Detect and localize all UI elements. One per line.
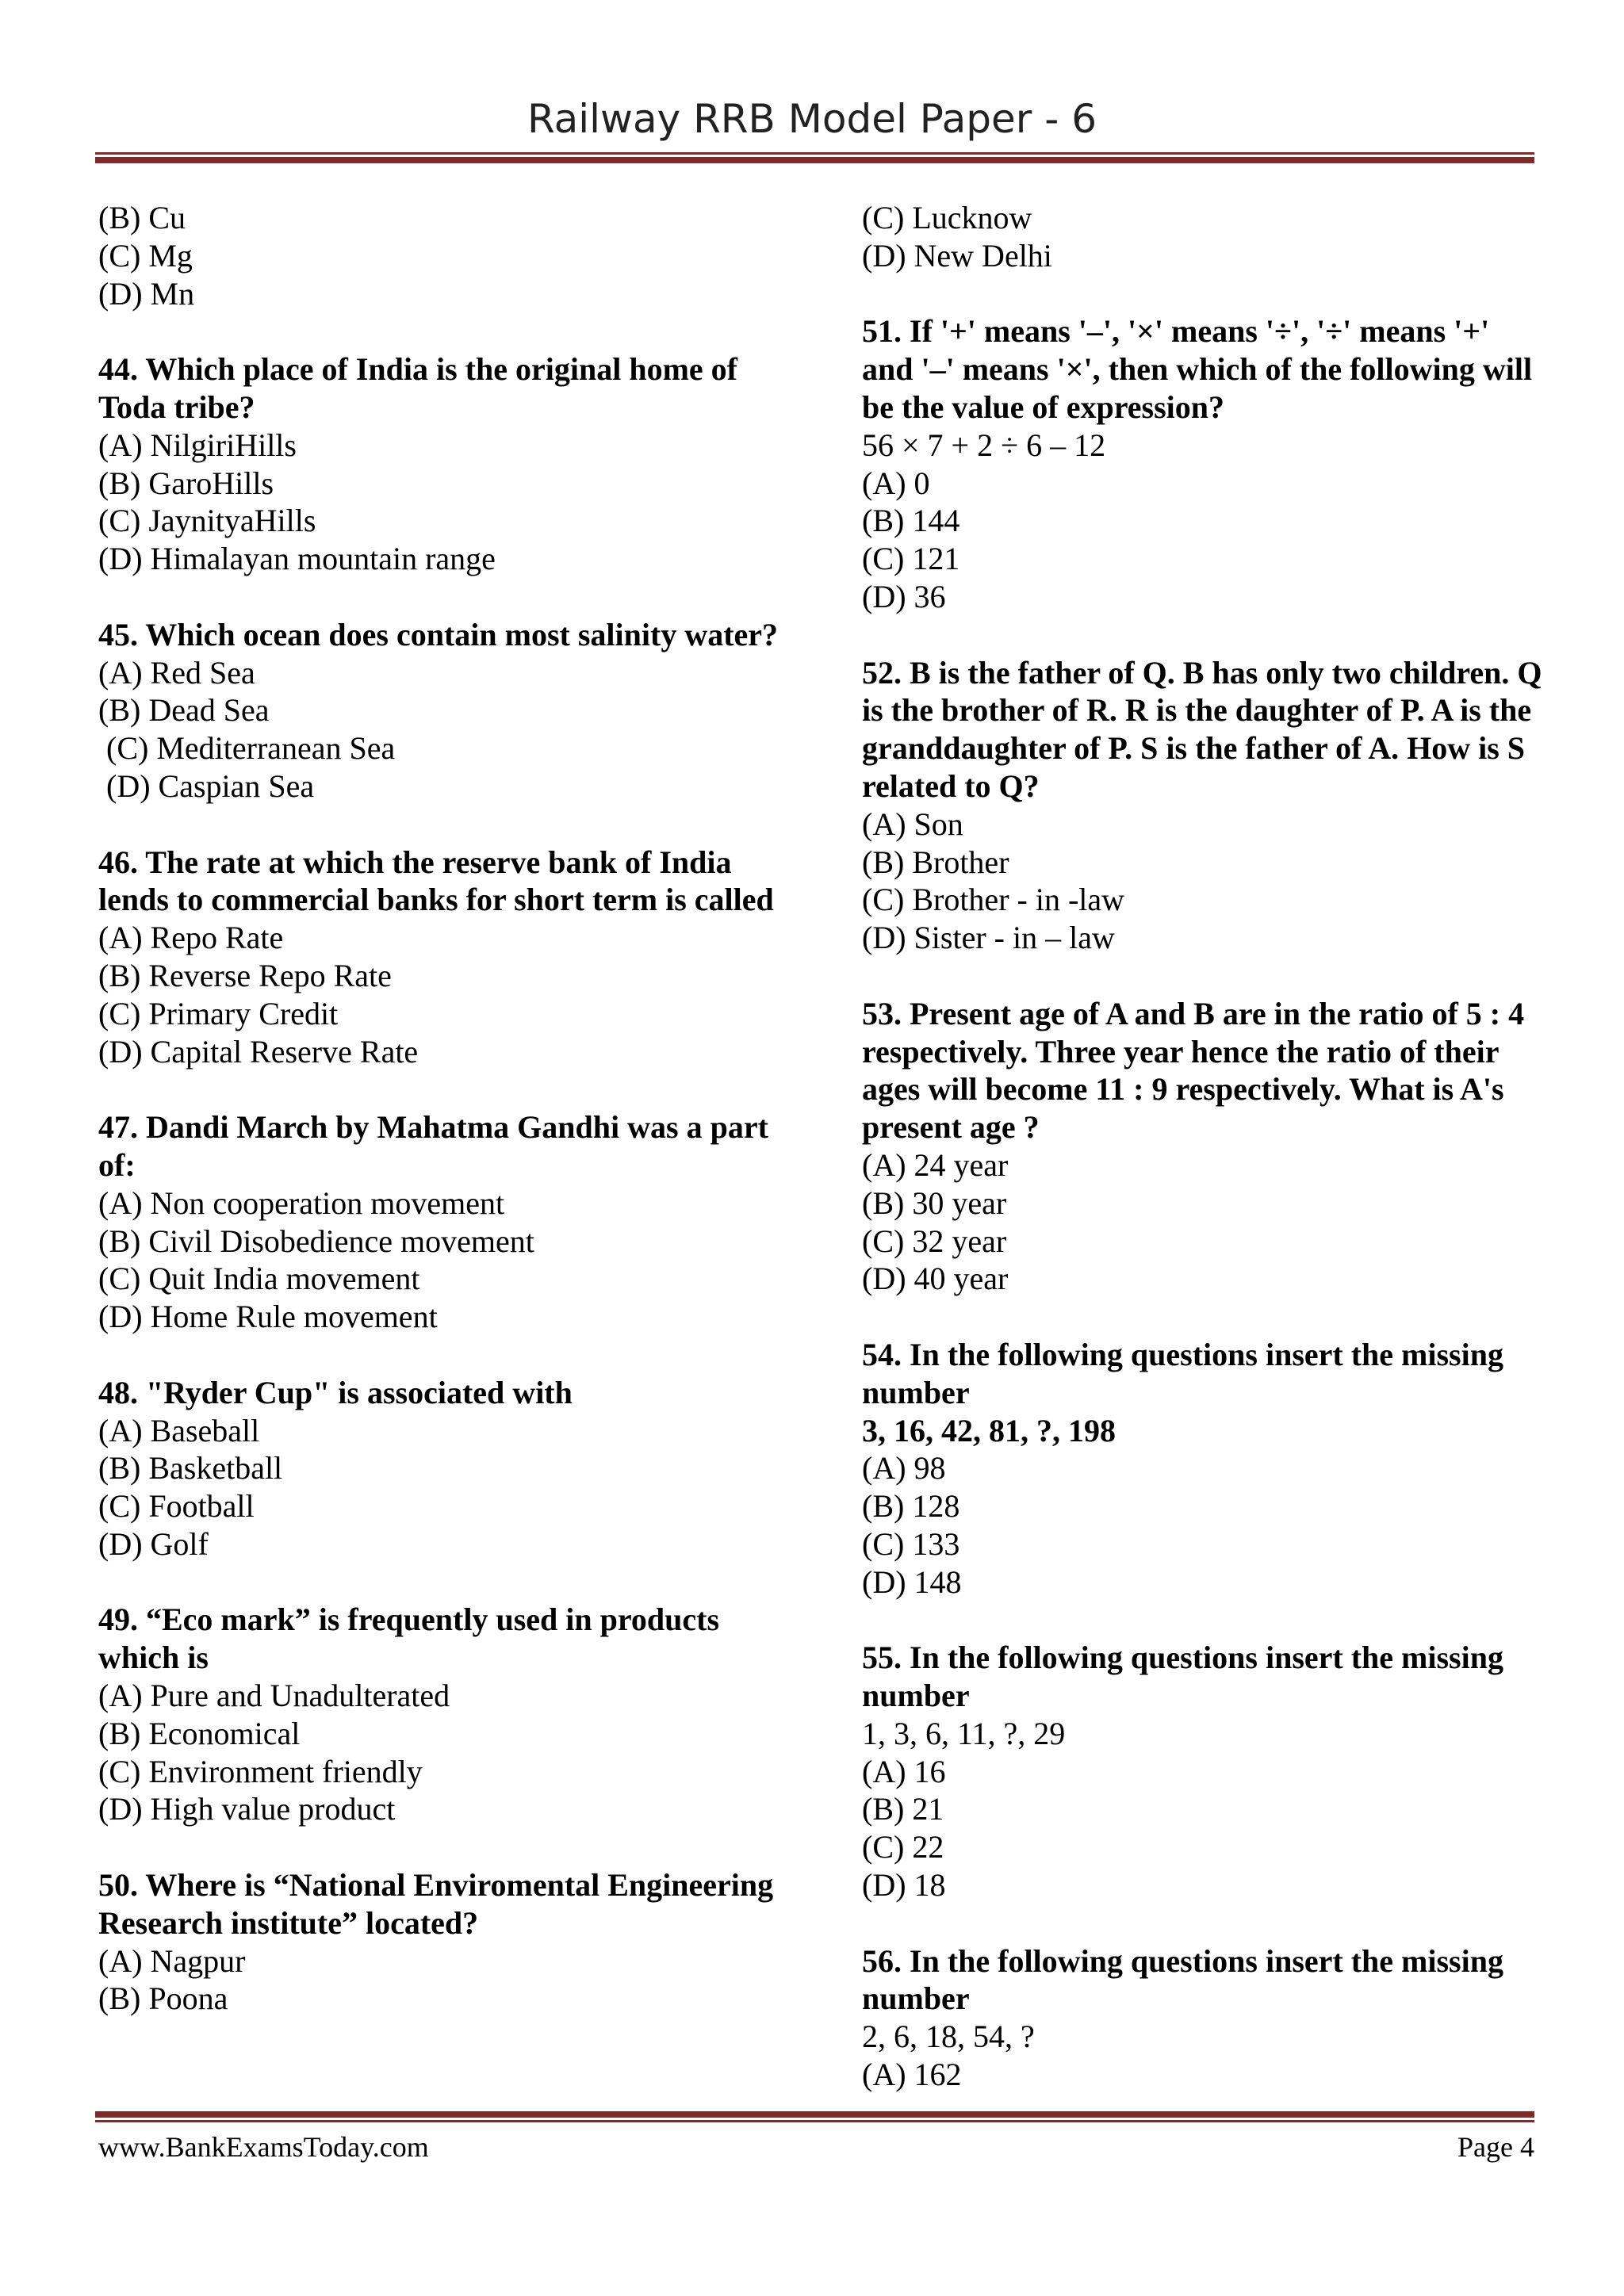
question-text: 56. In the following questions insert the missing number <box>862 1942 1503 2017</box>
question-47 <box>98 1108 788 1336</box>
option: (B) 144 <box>862 503 960 539</box>
option: (D) 36 <box>862 578 946 614</box>
option: (D) Capital Reserve Rate <box>98 1033 419 1070</box>
question-48 <box>98 1374 788 1563</box>
footer-rule-bottom <box>95 2120 1534 2122</box>
option: (A) 162 <box>862 2057 962 2093</box>
question-text: 55. In the following questions insert the missing number <box>862 1640 1503 1714</box>
question-text: 52. B is the father of Q. B has only two children. Q is the brother of R. R is the daughter of P. A is the granddaughter of P. S is the father of A. How is S related to Q? <box>862 654 1542 804</box>
question-56 <box>862 1942 1544 2094</box>
option: (C) Lucknow <box>862 200 1032 235</box>
right-column <box>862 199 1544 2094</box>
question-text: 46. The rate at which the reserve bank of India lends to commercial banks for short term is called <box>98 844 774 918</box>
header-rule-bottom <box>95 157 1534 163</box>
option: (B) 30 year <box>862 1184 1007 1221</box>
option: (D) Mn <box>98 275 195 312</box>
option: (A) 24 year <box>862 1146 1009 1183</box>
option: (D) New Delhi <box>862 237 1052 274</box>
option: (C) Football <box>98 1488 255 1525</box>
option: (A) NilgiriHills <box>98 427 297 463</box>
option: (B) Reverse Repo Rate <box>98 957 392 993</box>
option: (D) Sister - in – law <box>862 920 1115 956</box>
question-44 <box>98 350 788 578</box>
option: (A) Pure and Unadulterated <box>98 1678 450 1714</box>
option: (D) Caspian Sea <box>98 767 315 804</box>
option: (C) JaynityaHills <box>98 503 316 539</box>
footer-rule-top <box>95 2111 1534 2118</box>
question-50 <box>98 1866 788 2018</box>
option: (A) Red Sea <box>98 654 255 691</box>
option: (B) Poona <box>98 1980 228 2017</box>
option: (B) Brother <box>862 844 1009 880</box>
number-series: 3, 16, 42, 81, ?, 198 <box>862 1412 1116 1448</box>
question-text: 45. Which ocean does contain most salinity water? <box>98 616 779 652</box>
footer-page-number: Page 4 <box>1457 2131 1534 2163</box>
question-51 <box>862 312 1544 615</box>
number-series: 2, 6, 18, 54, ? <box>862 2019 1035 2055</box>
option: (D) High value product <box>98 1791 396 1827</box>
option: (B) Civil Disobedience movement <box>98 1223 534 1259</box>
option: (A) 98 <box>862 1450 946 1487</box>
question-text: 54. In the following questions insert the missing number <box>862 1336 1503 1410</box>
option: (B) Economical <box>98 1715 301 1751</box>
option: (C) Brother - in -law <box>862 882 1125 918</box>
option: (A) Repo Rate <box>98 920 284 956</box>
question-text: 49. “Eco mark” is frequently used in products which is <box>98 1601 720 1676</box>
option: (C) Environment friendly <box>98 1753 423 1789</box>
question-46 <box>98 844 788 1071</box>
option: (B) 128 <box>862 1488 960 1525</box>
continued-options <box>98 199 788 312</box>
question-text: 47. Dandi March by Mahatma Gandhi was a part of: <box>98 1109 768 1183</box>
question-text: 51. If '+' means '–', '×' means '÷', '÷' means '+' and '–' means '×', then which of the following will be the value of expression? <box>862 313 1533 425</box>
question-53 <box>862 995 1544 1298</box>
continued-options <box>862 199 1544 275</box>
option: (A) 16 <box>862 1753 946 1789</box>
question-text: 48. "Ryder Cup" is associated with <box>98 1374 573 1410</box>
option: (C) Primary Credit <box>98 995 339 1031</box>
question-54 <box>862 1336 1544 1601</box>
header-rule-top <box>95 152 1534 155</box>
option: (B) 21 <box>862 1791 944 1827</box>
option: (D) Golf <box>98 1525 209 1562</box>
option: (C) Quit India movement <box>98 1261 420 1297</box>
option: (B) Dead Sea <box>98 692 270 729</box>
option: (D) 148 <box>862 1563 962 1600</box>
option: (D) 18 <box>862 1867 946 1904</box>
option: (A) Son <box>862 806 963 842</box>
left-column <box>98 199 788 2018</box>
question-text: 53. Present age of A and B are in the ratio of 5 : 4 respectively. Three year hence the ratio of their ages will become 11 : 9 respectively. What is A's present age ? <box>862 995 1525 1146</box>
option: (C) Mg <box>98 237 193 274</box>
option: (A) Baseball <box>98 1412 260 1448</box>
question-text: 44. Which place of India is the original home of Toda tribe? <box>98 351 737 425</box>
option: (A) Nagpur <box>98 1942 246 1979</box>
option: (B) GaroHills <box>98 465 274 501</box>
number-series: 1, 3, 6, 11, ?, 29 <box>862 1715 1066 1751</box>
question-49 <box>98 1601 788 1828</box>
option: (C) 121 <box>862 541 960 577</box>
footer-website: www.BankExamsToday.com <box>98 2131 429 2163</box>
expression: 56 × 7 + 2 ÷ 6 – 12 <box>862 427 1106 463</box>
option: (D) Home Rule movement <box>98 1299 438 1335</box>
option: (B) Basketball <box>98 1450 283 1487</box>
option: (D) Himalayan mountain range <box>98 541 496 577</box>
question-text: 50. Where is “National Enviromental Engineering Research institute” located? <box>98 1867 774 1941</box>
option: (D) 40 year <box>862 1261 1009 1297</box>
option: (C) 32 year <box>862 1223 1007 1259</box>
question-55 <box>862 1639 1544 1904</box>
option: (B) Cu <box>98 200 186 235</box>
option: (C) 133 <box>862 1525 960 1562</box>
page-title: Railway RRB Model Paper - 6 <box>527 96 1097 142</box>
question-45 <box>98 616 788 806</box>
question-52 <box>862 654 1544 957</box>
option: (C) Mediterranean Sea <box>98 730 396 767</box>
option: (C) 22 <box>862 1829 944 1866</box>
option: (A) Non cooperation movement <box>98 1184 505 1221</box>
option: (A) 0 <box>862 465 930 501</box>
